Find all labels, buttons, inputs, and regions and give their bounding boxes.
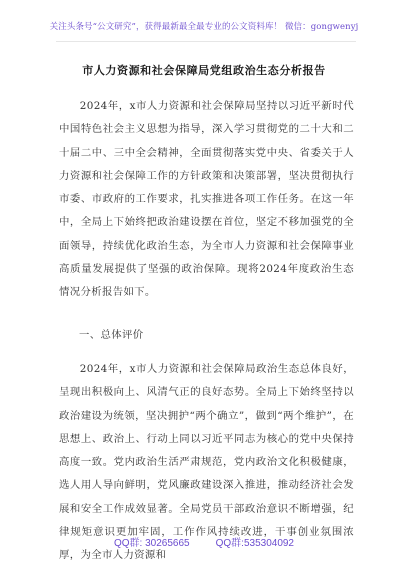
section-heading-overall-evaluation: 一、总体评价 bbox=[79, 329, 144, 341]
body-paragraph-intro: 2024年，x市人力资源和社会保障局坚持以习近平新时代中国特色社会主义思想为指导，深入学习贯彻党的二十大和二十届二中、三中全会精神，全面贯彻落实党中央、省委关于人力资源和社会保障工作的方针政策和决策部署，坚决贯彻执行市委、市政府的工作要求，扎实推进各项工作任务。在这一年中，全局上下始终把政治建设摆在首位，坚定不移加强党的全面领导，持续优化政治生态，为全市人力资源和社会保障事业高质量发展提供了坚强的政治保障。现将2024年度政治生态情况分析报告如下。 bbox=[59, 100, 354, 299]
header-divider bbox=[56, 41, 356, 42]
body-paragraph-overall-evaluation: 2024年，x市人力资源和社会保障局政治生态总体良好，呈现出积极向上、风清气正的良好态势。全局上下始终坚持以政治建设为统领，坚决拥护“两个确立”，做到“两个维护”，在思想上、政治上、行动上同以习近平同志为核心的党中央保持高度一致。党内政治生活严肃规范，党内政治文化积极健康，选人用人导向鲜明，党风廉政建设深入推进，推动经济社会发展和安全工作成效显著。全局党员干部政治意识不断增强，纪律规矩意识更加牢固，工作作风持续改进，干事创业氛围浓厚，为全市人力资源和 bbox=[59, 363, 354, 562]
document-title: 市人力资源和社会保障局党组政治生态分析报告 bbox=[82, 64, 326, 77]
promo-banner: 关注头条号“公文研究”，获得最新最全最专业的公文资料库！ 微信：gongwenyj bbox=[49, 22, 359, 32]
footer-qq-group-2: QQ群:535304092 bbox=[215, 538, 294, 549]
footer-qq-groups bbox=[0, 534, 408, 549]
footer-qq-group-1: QQ群: 30265665 bbox=[114, 538, 190, 549]
